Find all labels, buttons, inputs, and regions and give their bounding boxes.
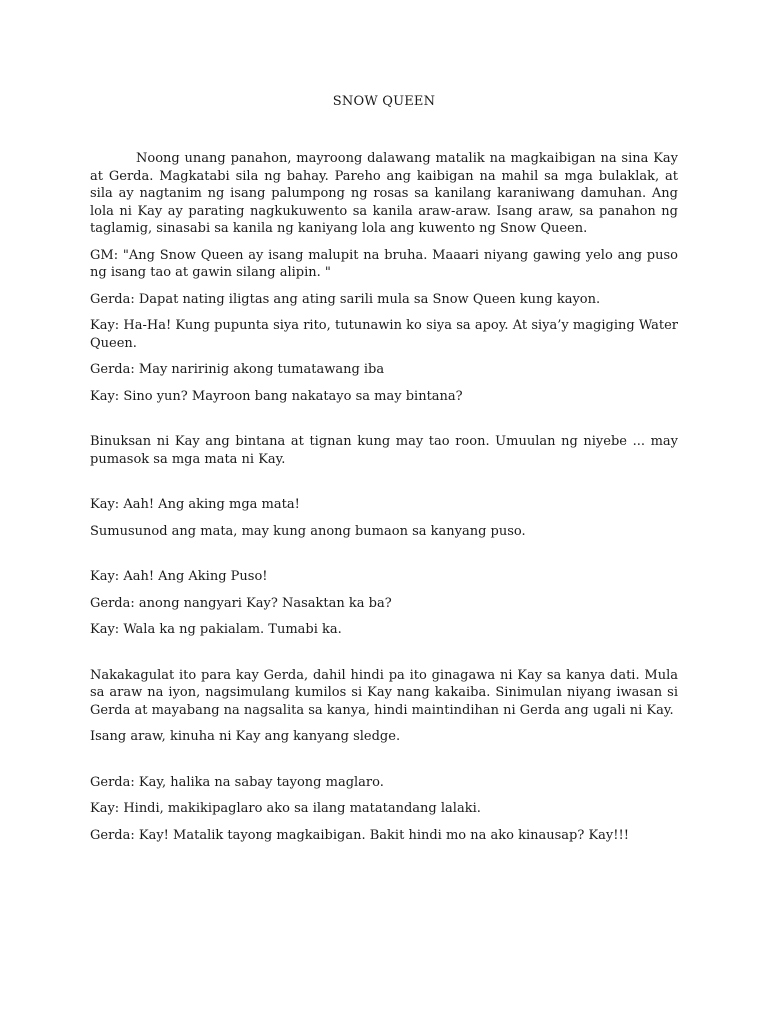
dialogue-line: Kay: Aah! Ang Aking Puso! <box>90 569 268 584</box>
dialogue-line: Kay: Ha-Ha! Kung pupunta siya rito, tutunawin ko siya sa apoy. At siya’y magiging Water Queen. <box>90 318 678 351</box>
narration-line: Sumusunod ang mata, may kung anong bumaon sa kanyang puso. <box>90 523 526 539</box>
dialogue-line: Gerda: anong nangyari Kay? Nasaktan ka ba? <box>90 595 392 611</box>
dialogue-line: Kay: Aah! Ang aking mga mata! <box>90 497 300 512</box>
narration-paragraph: Noong unang panahon, mayroong dalawang matalik na magkaibigan na sina Kay at Gerda. Magkatabi sila ng bahay. Pareho ang kaibigan na mahil sa mga bulaklak, at sila ay nagtanim ng isang palumpong ng rosas sa kanilang karaniwang damuhan. Ang lola ni Kay ay parating nagkukuwento sa kanila araw-araw. Isang araw, sa panahon ng taglamig, sinasabi sa kanila ng kaniyang lola ang kuwento ng Snow Queen. <box>90 151 678 236</box>
dialogue-line: GM: "Ang Snow Queen ay isang malupit na bruha. Maaari niyang gawing yelo ang puso ng isang tao at gawin silang alipin. " <box>90 247 678 280</box>
dialogue-line: Kay: Wala ka ng pakialam. Tumabi ka. <box>90 622 342 637</box>
narration-line: Isang araw, kinuha ni Kay ang kanyang sledge. <box>90 729 401 744</box>
dialogue-line: Kay: Sino yun? Mayroon bang nakatayo sa may bintana? <box>90 388 463 404</box>
narration-paragraph: Nakakagulat ito para kay Gerda, dahil hindi pa ito ginagawa ni Kay sa kanya dati. Mula sa araw na iyon, nagsimulang kumilos si Kay nang kakaiba. Sinimulan niyang iwasan si Gerda at mayabang na nagsalita sa kanya, hindi maintindihan ni Gerda ang ugali ni Kay. <box>90 667 678 718</box>
narration-paragraph: Binuksan ni Kay ang bintana at tignan kung may tao roon. Umuulan ng niyebe ... may pumasok sa mga mata ni Kay. <box>90 434 678 467</box>
dialogue-line: Kay: Hindi, makikipaglaro ako sa ilang matatandang lalaki. <box>90 801 481 816</box>
dialogue-line: Gerda: Kay! Matalik tayong magkaibigan. Bakit hindi mo na ako kinausap? Kay!!! <box>90 827 629 843</box>
dialogue-line: Gerda: May naririnig akong tumatawang iba <box>90 362 385 377</box>
document-body <box>90 150 678 853</box>
dialogue-line: Gerda: Dapat nating iligtas ang ating sarili mula sa Snow Queen kung kayon. <box>90 291 601 307</box>
dialogue-line: Gerda: Kay, halika na sabay tayong maglaro. <box>90 774 384 790</box>
document-title: SNOW QUEEN <box>332 94 436 109</box>
